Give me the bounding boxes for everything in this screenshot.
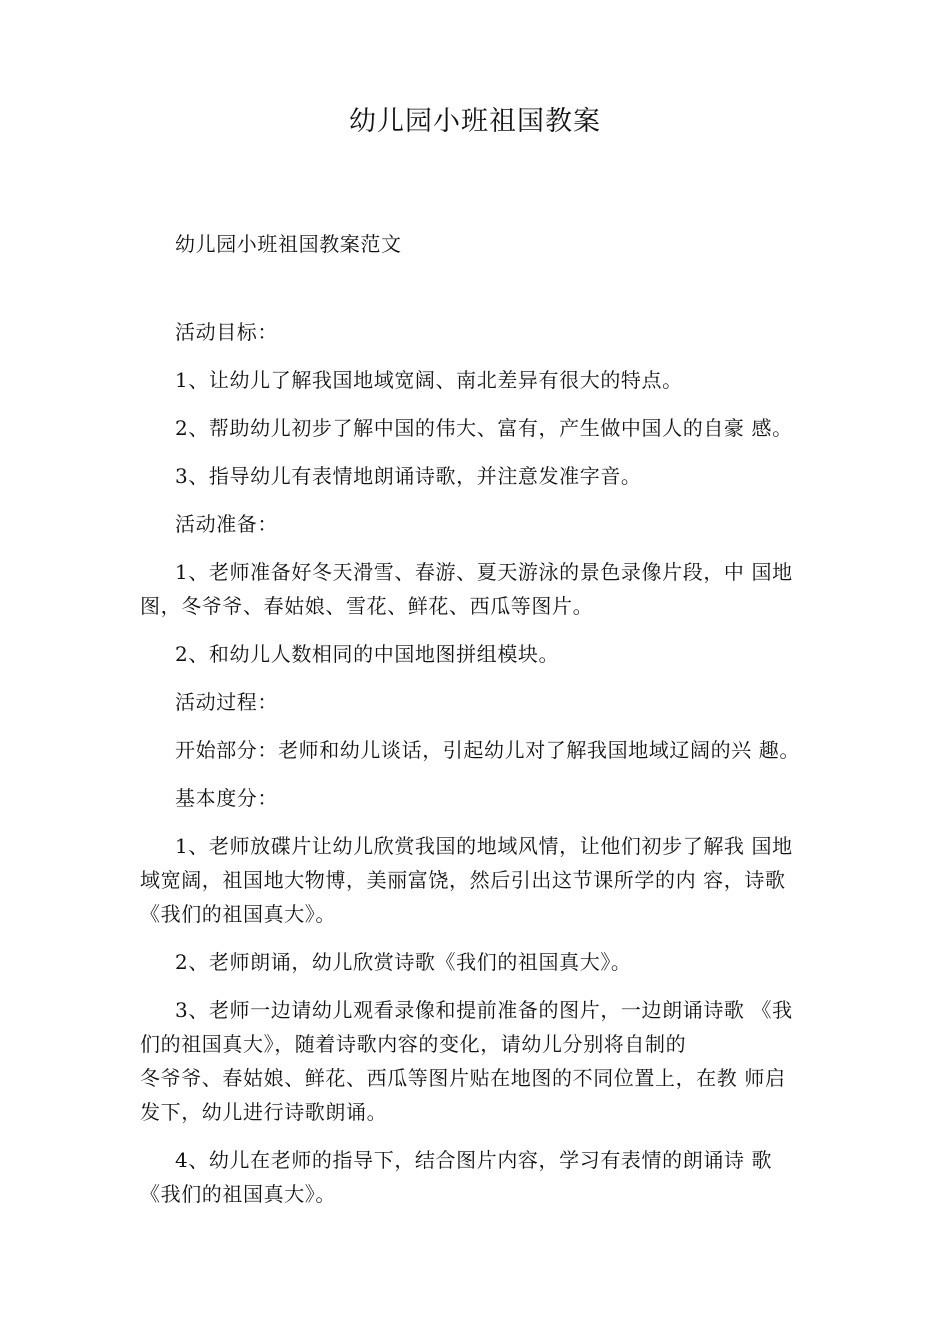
prep-heading: 活动准备： [175,512,278,536]
step-1-line-3: 《我们的祖国真大》。 [140,902,336,926]
goal-item-3: 3、指导幼儿有表情地朗诵诗歌，并注意发准字音。 [175,464,642,488]
step-1-line-1: 1、老师放碟片让幼儿欣赏我国的地域风情，让他们初步了解我 国地 [175,834,793,858]
prep-item-2: 2、和幼儿人数相同的中国地图拼组模块。 [175,642,560,666]
goals-heading: 活动目标： [175,320,278,344]
start-part: 开始部分：老师和幼儿谈话，引起幼儿对了解我国地域辽阔的兴 趣。 [175,738,800,762]
document-title: 幼儿园小班祖国教案 [349,106,601,137]
step-4-line-2: 《我们的祖国真大》。 [140,1182,336,1206]
step-3-line-1: 3、老师一边请幼儿观看录像和提前准备的图片，一边朗诵诗歌 《我 [175,998,793,1022]
goal-item-2: 2、帮助幼儿初步了解中国的伟大、富有，产生做中国人的自豪 感。 [175,416,793,440]
step-3-line-3: 冬爷爷、春姑娘、鲜花、西瓜等图片贴在地图的不同位置上，在教 师启 [140,1066,786,1090]
step-1-line-2: 域宽阔，祖国地大物博，美丽富饶，然后引出这节课所学的内 容，诗歌 [140,868,786,892]
prep-item-1-line-2: 图，冬爷爷、春姑娘、雪花、鲜花、西瓜等图片。 [140,594,594,618]
process-heading: 活动过程： [175,690,278,714]
step-3-line-4: 发下，幼儿进行诗歌朗诵。 [140,1100,388,1124]
prep-item-1-line-1: 1、老师准备好冬天滑雪、春游、夏天游泳的景色录像片段，中 国地 [175,560,793,584]
basic-heading: 基本度分： [175,786,278,810]
step-4-line-1: 4、幼儿在老师的指导下，结合图片内容，学习有表情的朗诵诗 歌 [175,1148,773,1172]
step-3-line-2: 们的祖国真大》，随着诗歌内容的变化，请幼儿分别将自制的 [140,1032,687,1056]
goal-item-1: 1、让幼儿了解我国地域宽阔、南北差异有很大的特点。 [175,368,683,392]
document-subtitle: 幼儿园小班祖国教案范文 [175,232,402,256]
step-2: 2、老师朗诵，幼儿欣赏诗歌《我们的祖国真大》。 [175,950,632,974]
